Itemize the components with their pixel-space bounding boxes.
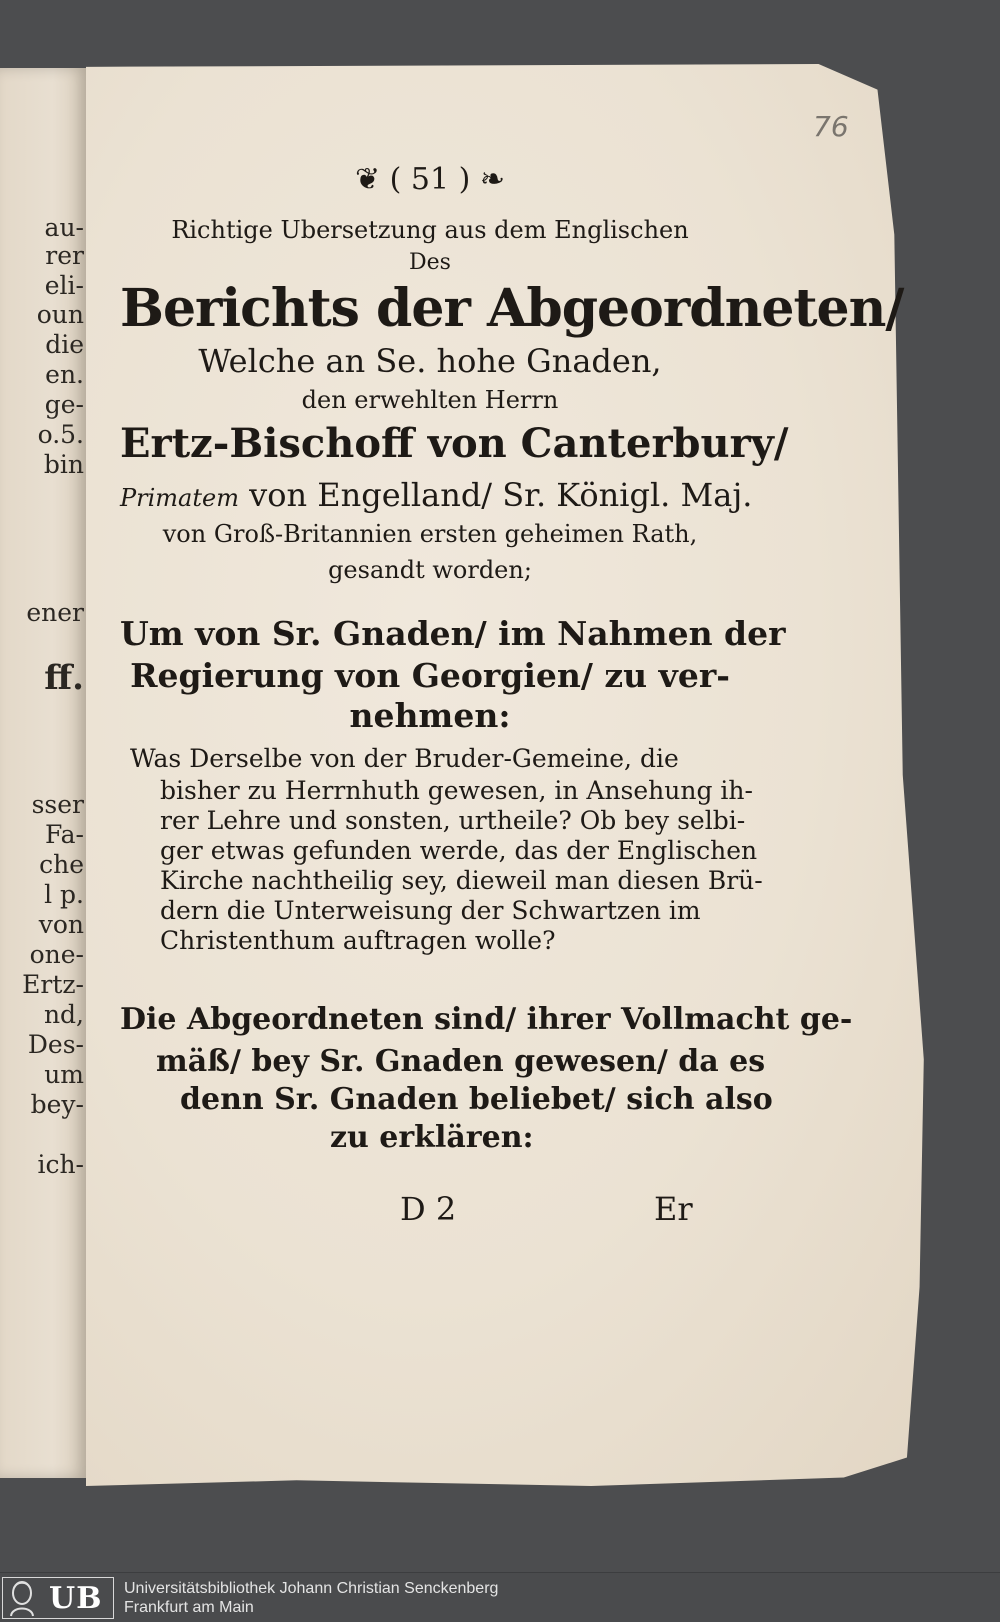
question-line: Christenthum auftragen wolle? [160, 926, 556, 955]
facing-page-fragment: rer [45, 241, 84, 270]
facing-page-fragment: eli- [44, 271, 84, 300]
main-title: Berichts der Abgeordneten/ [120, 278, 904, 339]
purpose-line: Regierung von Georgien/ zu ver- [130, 656, 730, 695]
library-name[interactable]: Universitätsbibliothek Johann Christian Senckenberg Frankfurt am Main [124, 1580, 499, 1616]
facing-page-fragment: che [39, 850, 84, 879]
signature-mark: D 2 [400, 1190, 457, 1228]
ornament-right-icon: ❧ [470, 162, 506, 197]
facing-page-fragment: ge- [44, 390, 84, 419]
facing-page-fragment: en. [45, 360, 84, 389]
facing-page-fragment: Des- [27, 1030, 84, 1059]
question-line: rer Lehre und sonsten, urtheile? Ob bey selbi- [160, 806, 746, 835]
question-line: Was Derselbe von der Bruder-Gemeine, die [130, 744, 679, 773]
title-line: Richtige Ubersetzung aus dem Englischen [171, 216, 689, 244]
page-header: ❦ ( 51 ) ❧ [354, 162, 506, 197]
facing-page-fragment: sser [31, 790, 84, 819]
facing-page-fragment: l p. [44, 880, 84, 909]
facing-page-fragment: bey- [30, 1090, 84, 1119]
facing-page-fragment: nd, [43, 1000, 84, 1029]
handwritten-folio-number: 76 [813, 110, 849, 143]
answer-line: Die Abgeordneten sind/ ihrer Vollmacht ge- [120, 1002, 853, 1037]
title-line: Ertz-Bischoff von Canterbury/ [120, 420, 789, 467]
ornament-left-icon: ❦ [354, 162, 390, 197]
facing-page-fragment: au- [44, 213, 84, 242]
title-line: den erwehlten Herrn [301, 386, 559, 414]
title-line: Des [409, 250, 451, 275]
facing-page-fragment: Fa- [44, 820, 84, 849]
facing-page-fragment: ff. [44, 658, 84, 698]
question-line: bisher zu Herrnhuth gewesen, in Ansehung ih- [160, 776, 753, 805]
facing-page-edge [0, 68, 88, 1478]
purpose-line: Um von Sr. Gnaden/ im Nahmen der [120, 614, 786, 653]
library-logo[interactable] [2, 1577, 114, 1619]
logo-text: UB [49, 1580, 103, 1616]
viewer-footer [0, 1572, 1000, 1622]
facing-page-fragment: Ertz- [22, 970, 84, 999]
title-line: gesandt worden; [328, 556, 532, 584]
facing-page-fragment: one- [29, 940, 84, 969]
question-line: dern die Unterweisung der Schwartzen im [160, 896, 701, 925]
facing-page-fragment: o.5. [37, 420, 84, 449]
facing-page-fragment: ener [26, 598, 84, 627]
answer-line: denn Sr. Gnaden beliebet/ sich also [180, 1082, 773, 1117]
purpose-line: nehmen: [349, 696, 511, 735]
facing-page-fragment: um [44, 1060, 84, 1089]
title-line: Welche an Se. hohe Gnaden, [198, 342, 662, 380]
question-line: Kirche nachtheilig sey, dieweil man diesen Brü- [160, 866, 763, 895]
title-line: von Groß-Britannien ersten geheimen Rath, [162, 520, 698, 548]
portrait-icon [3, 1578, 41, 1618]
answer-line: zu erklären: [330, 1120, 534, 1155]
facing-page-fragment: die [45, 330, 84, 359]
title-line: Primatem von Engelland/ Sr. Königl. Maj. [120, 476, 753, 514]
facing-page-fragment: von [38, 910, 84, 939]
facing-page-fragment: oun [36, 300, 84, 329]
answer-line: mäß/ bey Sr. Gnaden gewesen/ da es [156, 1044, 766, 1079]
facing-page-fragment: bin [43, 450, 84, 479]
facing-page-fragment: ich- [37, 1150, 84, 1179]
question-line: ger etwas gefunden werde, das der Englischen [160, 836, 758, 865]
catchword: Er [654, 1190, 693, 1228]
